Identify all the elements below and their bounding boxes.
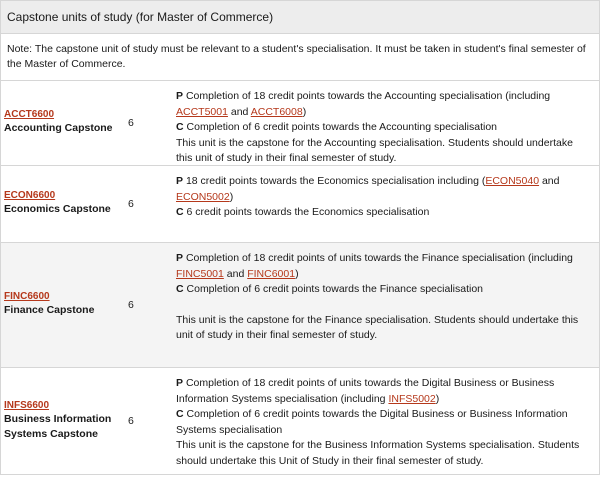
unit-cell bbox=[1, 81, 118, 165]
unit-name: Economics Capstone bbox=[4, 203, 111, 216]
unit-code-link[interactable]: FINC6600 bbox=[4, 291, 50, 303]
unit-code-link[interactable]: INFS6600 bbox=[4, 399, 50, 411]
prerequisite: P 18 credit points towards the Economics specialisation including (ECON5040 and ECON5002) bbox=[176, 175, 560, 203]
credit-points: 6 bbox=[128, 415, 134, 427]
prereq-link[interactable]: ACCT6008 bbox=[250, 105, 303, 118]
prerequisite: P Completion of 18 credit points of units towards the Digital Business or Business Information Systems specialisation (including INFS5002) bbox=[176, 377, 555, 405]
prereq-link[interactable]: ECON5002 bbox=[176, 190, 230, 203]
requirements-cell bbox=[174, 81, 599, 165]
unit-name: Finance Capstone bbox=[4, 304, 95, 317]
prereq-link[interactable]: FINC6001 bbox=[247, 267, 296, 280]
spacer bbox=[176, 298, 589, 313]
table-row bbox=[1, 368, 599, 475]
table-note: Note: The capstone unit of study must be relevant to a student's specialisation. It must be taken in student's final semester of the Master of Commerce. bbox=[1, 34, 599, 81]
unit-cell bbox=[1, 368, 118, 474]
prerequisite: P Completion of 18 credit points of units towards the Finance specialisation (including FINC5001 and FINC6001) bbox=[176, 252, 573, 280]
prereq-link[interactable]: FINC5001 bbox=[176, 267, 224, 280]
unit-note: This unit is the capstone for the Business Information Systems specialisation. Students should undertake this Unit of Study in their final semester of study. bbox=[176, 439, 580, 467]
corequisite: C 6 credit points towards the Economics specialisation bbox=[176, 206, 430, 218]
requirements-cell bbox=[174, 243, 599, 367]
unit-name: Accounting Capstone bbox=[4, 122, 113, 135]
unit-code-link[interactable]: ACCT6600 bbox=[4, 109, 55, 121]
prereq-link[interactable]: ACCT5001 bbox=[176, 105, 228, 118]
unit-note: This unit is the capstone for the Finance specialisation. Students should undertake this unit of study in their final semester of study. bbox=[176, 313, 579, 341]
unit-cell bbox=[1, 243, 118, 367]
unit-code-link[interactable]: ECON6600 bbox=[4, 190, 56, 202]
requirements-cell bbox=[174, 368, 599, 474]
requirements-cell bbox=[174, 166, 599, 242]
table-row bbox=[1, 81, 599, 166]
corequisite: C Completion of 6 credit points towards the Finance specialisation bbox=[176, 283, 484, 295]
credit-points: 6 bbox=[128, 117, 134, 129]
prereq-link[interactable]: ECON5040 bbox=[485, 175, 540, 187]
unit-note: This unit is the capstone for the Accounting specialisation. Students should undertake this unit of study in their final semester of study. bbox=[176, 136, 573, 164]
table-title: Capstone units of study (for Master of Commerce) bbox=[1, 0, 599, 34]
prerequisite: P Completion of 18 credit points towards the Accounting specialisation (including ACCT5001 and ACCT6008) bbox=[176, 90, 551, 118]
corequisite: C Completion of 6 credit points towards the Accounting specialisation bbox=[176, 121, 498, 133]
table-row bbox=[1, 243, 599, 368]
unit-name: Business Information Systems Capstone bbox=[4, 412, 112, 440]
credit-points: 6 bbox=[128, 198, 134, 210]
credit-points: 6 bbox=[128, 299, 134, 311]
prereq-link[interactable]: INFS5002 bbox=[388, 392, 436, 405]
unit-cell bbox=[1, 166, 118, 242]
corequisite: C Completion of 6 credit points towards the Digital Business or Business Information Systems specialisation bbox=[176, 408, 568, 436]
table-row bbox=[1, 166, 599, 243]
